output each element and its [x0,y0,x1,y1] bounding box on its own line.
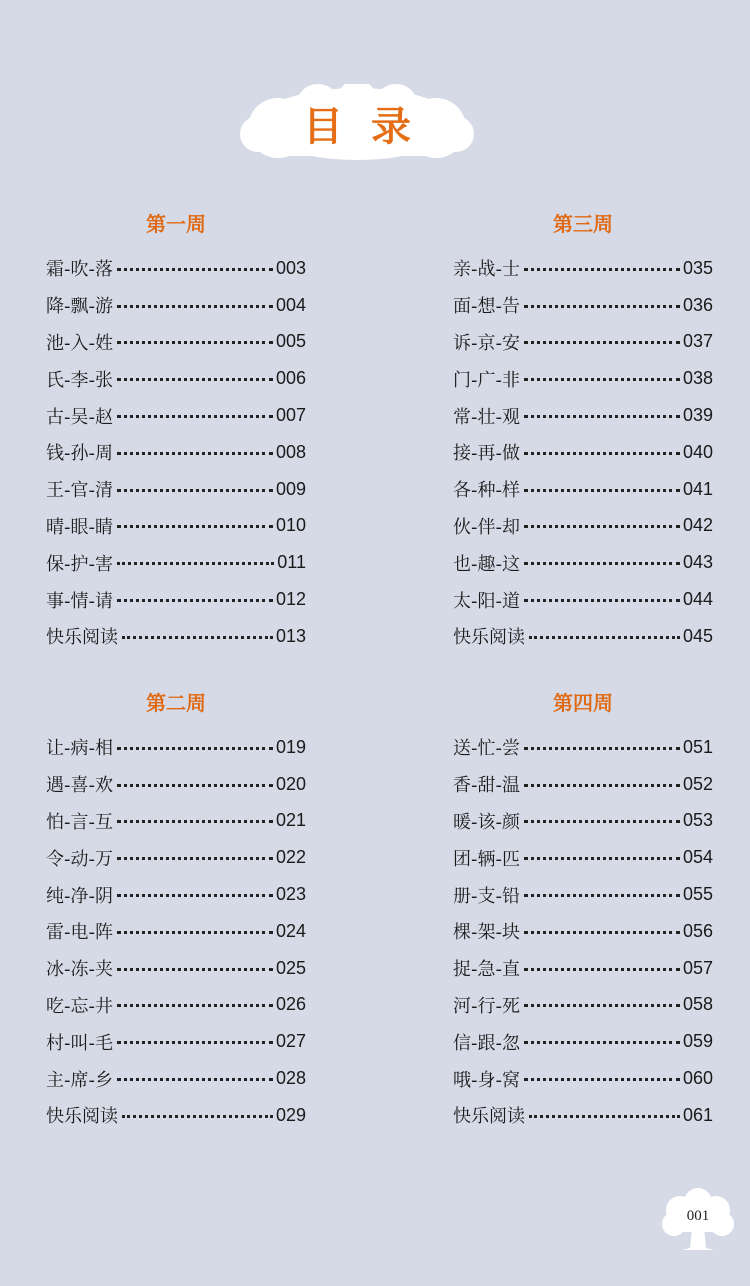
week-list-2 [46,729,306,1134]
toc-row[interactable]: 怕-言-互 021 [46,810,306,833]
toc-row[interactable]: 太-阳-道 044 [453,589,713,612]
toc-row[interactable]: 降-飘-游 004 [46,294,306,318]
week-title-4: 第四周 [553,691,613,715]
toc-row[interactable]: 主-席-乡 028 [46,1068,306,1091]
toc-row[interactable]: 面-想-告 036 [453,294,713,318]
toc-row[interactable]: 王-官-清 009 [46,478,306,502]
toc-row[interactable]: 也-趣-这 043 [453,552,713,575]
toc-row[interactable]: 事-情-请 012 [46,589,306,612]
toc-row[interactable]: 哦-身-窝 060 [453,1068,713,1091]
week-title-1: 第一周 [146,212,206,236]
toc-row[interactable]: 门-广-非 038 [453,368,713,391]
week-list-3 [453,250,713,655]
toc-row[interactable]: 快乐阅读 029 [46,1104,306,1128]
toc-row[interactable]: 氏-李-张 006 [46,368,306,391]
toc-row[interactable]: 香-甜-温 052 [453,773,713,797]
page-number: 001 [686,1208,710,1224]
toc-row[interactable]: 古-吴-赵 007 [46,405,306,428]
toc-row[interactable]: 快乐阅读 013 [46,625,306,649]
toc-row[interactable]: 保-护-害 011 [46,552,306,575]
toc-row[interactable]: 令-动-万 022 [46,847,306,870]
week-list-4 [453,729,713,1134]
toc-row[interactable]: 池-入-姓 005 [46,331,306,354]
toc-row[interactable]: 村-叫-毛 027 [46,1031,306,1054]
toc-row[interactable]: 棵-架-块 056 [453,920,713,944]
toc-row[interactable]: 快乐阅读 045 [453,625,713,649]
toc-row[interactable]: 纯-净-阴 023 [46,884,306,907]
toc-row[interactable]: 常-壮-观 039 [453,405,713,428]
toc-row[interactable]: 送-忙-尝 051 [453,736,713,760]
page-title: 目录 [303,103,439,150]
toc-row[interactable]: 亲-战-士 035 [453,257,713,281]
toc-row[interactable]: 钱-孙-周 008 [46,441,306,465]
week-title-2: 第二周 [146,691,206,715]
title-cloud [238,84,476,162]
toc-row[interactable]: 晴-眼-睛 010 [46,515,306,538]
toc-row[interactable]: 捉-急-直 057 [453,957,713,981]
toc-row[interactable]: 吃-忘-井 026 [46,994,306,1017]
toc-row[interactable]: 册-支-铅 055 [453,884,713,907]
toc-row[interactable]: 接-再-做 040 [453,441,713,465]
toc-row[interactable]: 雷-电-阵 024 [46,920,306,944]
toc-row[interactable]: 各-种-样 041 [453,478,713,502]
toc-row[interactable]: 冰-冻-夹 025 [46,957,306,981]
toc-row[interactable]: 河-行-死 058 [453,994,713,1017]
week-title-3: 第三周 [553,212,613,236]
toc-row[interactable]: 团-辆-匹 054 [453,847,713,870]
page-number-badge [660,1188,736,1252]
toc-row[interactable]: 暖-该-颜 053 [453,810,713,833]
toc-row[interactable]: 霜-吹-落 003 [46,257,306,281]
toc-row[interactable]: 诉-京-安 037 [453,331,713,354]
toc-row[interactable]: 遇-喜-欢 020 [46,773,306,797]
toc-row[interactable]: 让-病-相 019 [46,736,306,760]
toc-row[interactable]: 伙-伴-却 042 [453,515,713,538]
toc-row[interactable]: 信-跟-忽 059 [453,1031,713,1054]
week-list-1 [46,250,306,655]
toc-row[interactable]: 快乐阅读 061 [453,1104,713,1128]
